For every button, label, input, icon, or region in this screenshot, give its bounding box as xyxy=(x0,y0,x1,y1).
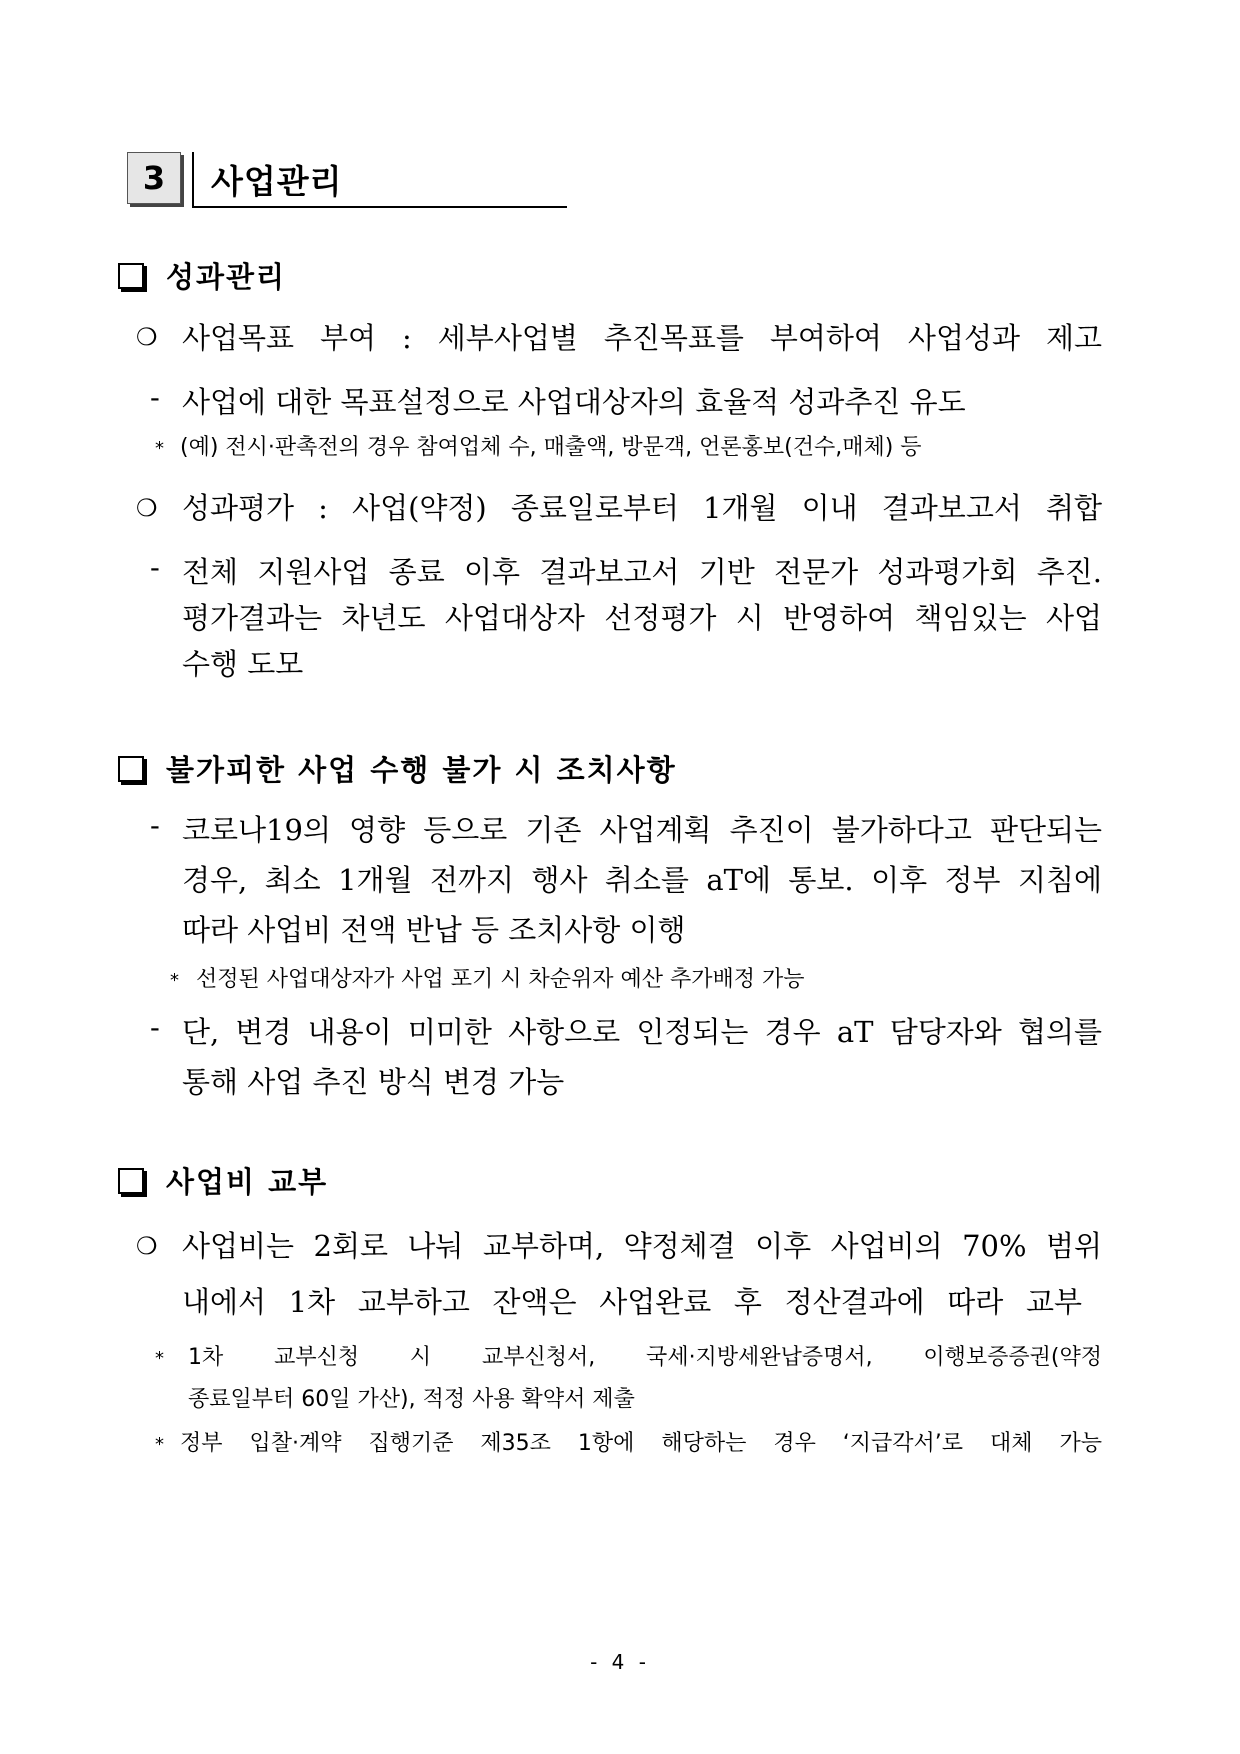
text-line: 내에서 1차 교부하고 잔액은 사업완료 후 정산결과에 따라 교부 xyxy=(182,1285,1082,1319)
section-number: 3 xyxy=(127,152,181,204)
text-line: 수행 도모 xyxy=(182,647,304,681)
note-line: 선정된 사업대상자가 사업 포기 시 차순위자 예산 추가배정 가능 xyxy=(196,967,805,992)
text-line: 사업목표 부여 : 세부사업별 추진목표를 부여하여 사업성과 제고 xyxy=(182,321,1102,355)
circle-bullet-icon: ❍ xyxy=(136,1232,158,1260)
star-bullet: * xyxy=(155,1434,164,1455)
section-underline xyxy=(192,206,567,208)
text-line: 따라 사업비 전액 반납 등 조치사항 이행 xyxy=(182,913,686,947)
dash-bullet: - xyxy=(150,550,160,584)
star-bullet: * xyxy=(155,438,164,459)
subsection-performance xyxy=(118,255,286,296)
dash-bullet: - xyxy=(150,808,160,842)
square-bullet-icon xyxy=(118,263,144,289)
square-bullet-icon xyxy=(118,1168,144,1194)
subsection-unavoidable xyxy=(118,748,677,789)
dash-bullet: - xyxy=(150,1010,160,1044)
note-line: 종료일부터 60일 가산), 적정 사용 확약서 제출 xyxy=(188,1387,635,1412)
section-header xyxy=(127,152,567,208)
section-divider xyxy=(192,152,194,206)
text-line: 전체 지원사업 종료 이후 결과보고서 기반 전문가 성과평가회 추진. xyxy=(182,555,1102,589)
text-line: 사업비는 2회로 나눠 교부하며, 약정체결 이후 사업비의 70% 범위 xyxy=(182,1229,1102,1263)
text-line: 평가결과는 차년도 사업대상자 선정평가 시 반영하여 책임있는 사업 xyxy=(182,601,1102,635)
star-bullet: * xyxy=(170,970,179,991)
text-line: 사업에 대한 목표설정으로 사업대상자의 효율적 성과추진 유도 xyxy=(182,385,966,419)
dash-bullet: - xyxy=(150,380,160,414)
square-bullet-icon xyxy=(118,756,144,782)
text-line: 단, 변경 내용이 미미한 사항으로 인정되는 경우 aT 담당자와 협의를 xyxy=(182,1015,1102,1049)
note-line: 정부 입찰·계약 집행기준 제35조 1항에 해당하는 경우 ‘지급각서’로 대체 가능 xyxy=(180,1431,1102,1456)
text-line: 경우, 최소 1개월 전까지 행사 취소를 aT에 통보. 이후 정부 지침에 xyxy=(182,863,1102,897)
text-line: 통해 사업 추진 방식 변경 가능 xyxy=(182,1065,565,1099)
subsection-grant xyxy=(118,1160,328,1201)
subsection-title: 사업비 교부 xyxy=(166,1165,329,1199)
note-line: 1차 교부신청 시 교부신청서, 국세·지방세완납증명서, 이행보증증권(약정 xyxy=(188,1345,1102,1370)
text-line: 성과평가 : 사업(약정) 종료일로부터 1개월 이내 결과보고서 취합 xyxy=(182,491,1102,525)
page-number: - 4 - xyxy=(590,1650,650,1674)
circle-bullet-icon: ❍ xyxy=(136,494,158,522)
circle-bullet-icon: ❍ xyxy=(136,323,158,351)
section-title: 사업관리 xyxy=(211,162,343,201)
text-line: 코로나19의 영향 등으로 기존 사업계획 추진이 불가하다고 판단되는 xyxy=(182,813,1102,847)
subsection-title: 불가피한 사업 수행 불가 시 조치사항 xyxy=(166,753,677,787)
note-line: (예) 전시·판촉전의 경우 참여업체 수, 매출액, 방문객, 언론홍보(건수,매체) 등 xyxy=(180,435,922,460)
subsection-title: 성과관리 xyxy=(166,260,287,294)
star-bullet: * xyxy=(155,1348,164,1369)
